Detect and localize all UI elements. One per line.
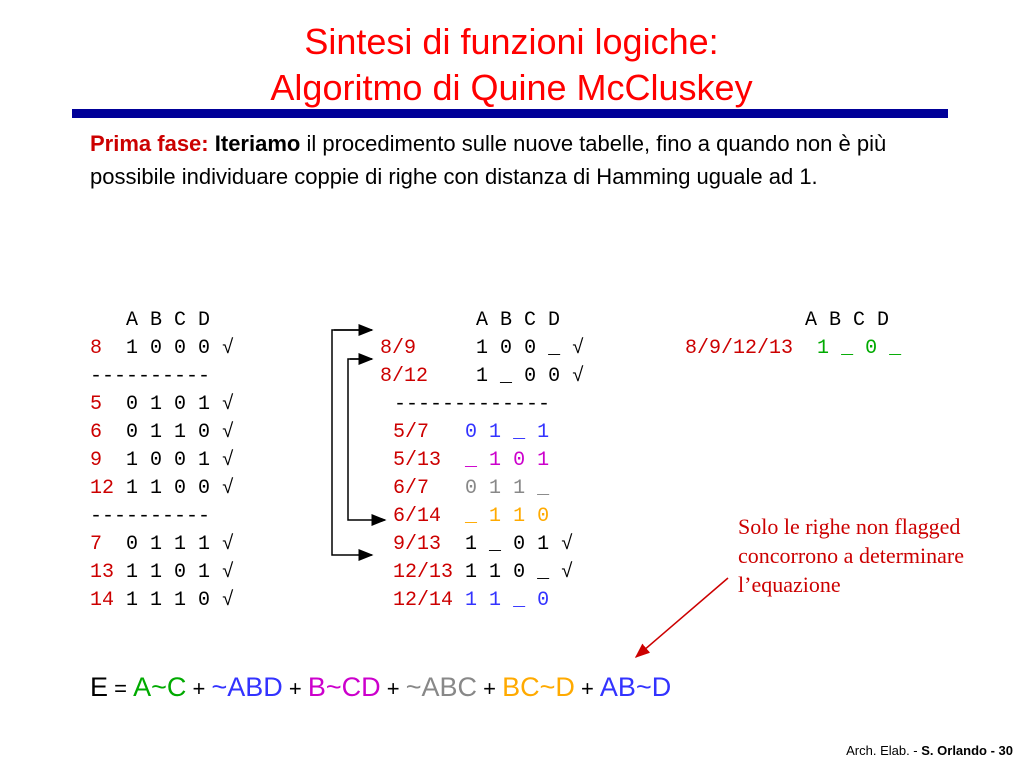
row-bit: _ xyxy=(513,589,526,612)
row-bit: 1 xyxy=(476,337,489,360)
row-id: 12/13 xyxy=(393,561,466,584)
row-id: 9 xyxy=(90,449,127,472)
row-bit: 1 xyxy=(513,505,526,528)
row-bits: 1 0 0 1 √ xyxy=(126,449,235,472)
bracket-arrow-inner xyxy=(348,359,385,520)
row-bit: 1 xyxy=(465,561,478,584)
equation-term: A~C xyxy=(133,672,187,702)
equation-term: ~ABC xyxy=(405,672,477,702)
equation-term: ~ABD xyxy=(211,672,283,702)
slide-title-line2: Algoritmo di Quine McCluskey xyxy=(270,67,753,108)
note-arrow xyxy=(636,578,728,657)
row-bit: 1 xyxy=(817,337,830,360)
row-bit: 1 xyxy=(489,561,502,584)
row-bits: 0 1 1 1 √ xyxy=(126,533,235,556)
row-bit: 1 xyxy=(537,533,550,556)
row-bit: 0 xyxy=(513,533,526,556)
result-equation xyxy=(90,672,671,703)
footer-page: - 30 xyxy=(986,743,1013,758)
row-id: 7 xyxy=(90,533,127,556)
row-bit: _ xyxy=(513,421,526,444)
row-id: 14 xyxy=(90,589,127,612)
row-bit: 1 xyxy=(489,505,502,528)
row-bit: _ xyxy=(548,337,561,360)
table1-separator: ---------- xyxy=(90,365,211,388)
equation-eq: = xyxy=(108,676,134,701)
slide-footer xyxy=(846,743,1013,758)
equation-plus: + xyxy=(574,676,600,701)
check-mark: √ xyxy=(572,365,585,388)
row-id: 6 xyxy=(90,421,127,444)
row-bit: 1 xyxy=(489,477,502,500)
note-line1: Solo le righe non flagged xyxy=(738,514,961,539)
row-bit: 0 xyxy=(524,337,537,360)
equation-plus: + xyxy=(186,676,212,701)
row-bit: 1 xyxy=(489,449,502,472)
row-bits: 1 1 0 0 √ xyxy=(126,477,235,500)
row-bit: _ xyxy=(500,365,513,388)
row-id: 13 xyxy=(90,561,127,584)
row-bit: 1 xyxy=(537,449,550,472)
note-line2: concorrono a determinare xyxy=(738,543,964,568)
phase-label: Prima fase xyxy=(90,131,202,156)
table1-header: A B C D xyxy=(90,309,211,332)
check-mark: √ xyxy=(572,337,585,360)
equation-plus: + xyxy=(380,676,406,701)
row-bits: 1 0 0 0 √ xyxy=(126,337,235,360)
row-bit: 0 xyxy=(524,365,537,388)
row-bit: 0 xyxy=(865,337,878,360)
table2-separator: ------------- xyxy=(394,393,551,416)
row-bit: _ xyxy=(537,561,550,584)
equation-term: B~CD xyxy=(307,672,381,702)
equation-term: BC~D xyxy=(502,672,575,702)
row-bit: _ xyxy=(537,477,550,500)
check-mark: √ xyxy=(561,533,574,556)
row-bits: 1 1 1 0 √ xyxy=(126,589,235,612)
equation-term: AB~D xyxy=(599,672,672,702)
row-bit: 0 xyxy=(500,337,513,360)
row-id: 5/7 xyxy=(393,421,466,444)
intro-bold-word: Iteriamo xyxy=(214,131,301,156)
row-bits: 0 1 0 1 √ xyxy=(126,393,235,416)
table1-separator: ---------- xyxy=(90,505,211,528)
footer-course: Arch. Elab. - xyxy=(846,743,922,758)
row-id: 12 xyxy=(90,477,127,500)
intro-text: il procedimento sulle nuove tabelle, fino a quando non è più possibile individuare coppie di righe con distanza di Hamming uguale ad 1. xyxy=(90,131,887,189)
row-bit: 0 xyxy=(537,505,550,528)
row-bit: _ xyxy=(889,337,902,360)
footer-author: S. Orlando xyxy=(921,743,987,758)
note-line3: l’equazione xyxy=(738,572,841,597)
row-id: 8/9/12/13 xyxy=(685,337,818,360)
row-bit: 0 xyxy=(548,365,561,388)
row-bit: 0 xyxy=(465,477,478,500)
row-id: 6/14 xyxy=(393,505,466,528)
row-bit: 1 xyxy=(537,421,550,444)
row-bit: 0 xyxy=(513,449,526,472)
row-bit: _ xyxy=(465,449,478,472)
equation-plus: + xyxy=(282,676,308,701)
row-bit: _ xyxy=(489,533,502,556)
row-id: 5 xyxy=(90,393,127,416)
phase-colon: : xyxy=(201,131,209,156)
row-bit: 1 xyxy=(489,589,502,612)
table2-header: A B C D xyxy=(380,309,561,332)
equation-plus: + xyxy=(476,676,503,701)
row-bit: 0 xyxy=(465,421,478,444)
row-bits: 1 1 0 1 √ xyxy=(126,561,235,584)
row-bit: 1 xyxy=(465,533,478,556)
row-bit: 0 xyxy=(537,589,550,612)
bracket-arrow-outer xyxy=(332,330,372,555)
row-bit: 1 xyxy=(476,365,489,388)
row-bits: 0 1 1 0 √ xyxy=(126,421,235,444)
row-id: 12/14 xyxy=(393,589,466,612)
row-bit: 1 xyxy=(465,589,478,612)
equation-lhs: E xyxy=(90,672,109,702)
row-bit: _ xyxy=(841,337,854,360)
row-id: 9/13 xyxy=(393,533,466,556)
row-bit: 1 xyxy=(513,477,526,500)
row-bit: _ xyxy=(465,505,478,528)
row-id: 8 xyxy=(90,337,127,360)
row-id: 8/12 xyxy=(380,365,477,388)
row-id: 6/7 xyxy=(393,477,466,500)
row-bit: 0 xyxy=(513,561,526,584)
row-bit: 1 xyxy=(489,421,502,444)
slide-title-line1: Sintesi di funzioni logiche: xyxy=(304,21,719,62)
row-id: 5/13 xyxy=(393,449,466,472)
check-mark: √ xyxy=(561,561,574,584)
table3-header: A B C D xyxy=(685,309,890,332)
row-id: 8/9 xyxy=(380,337,477,360)
annotation-note xyxy=(738,512,964,599)
